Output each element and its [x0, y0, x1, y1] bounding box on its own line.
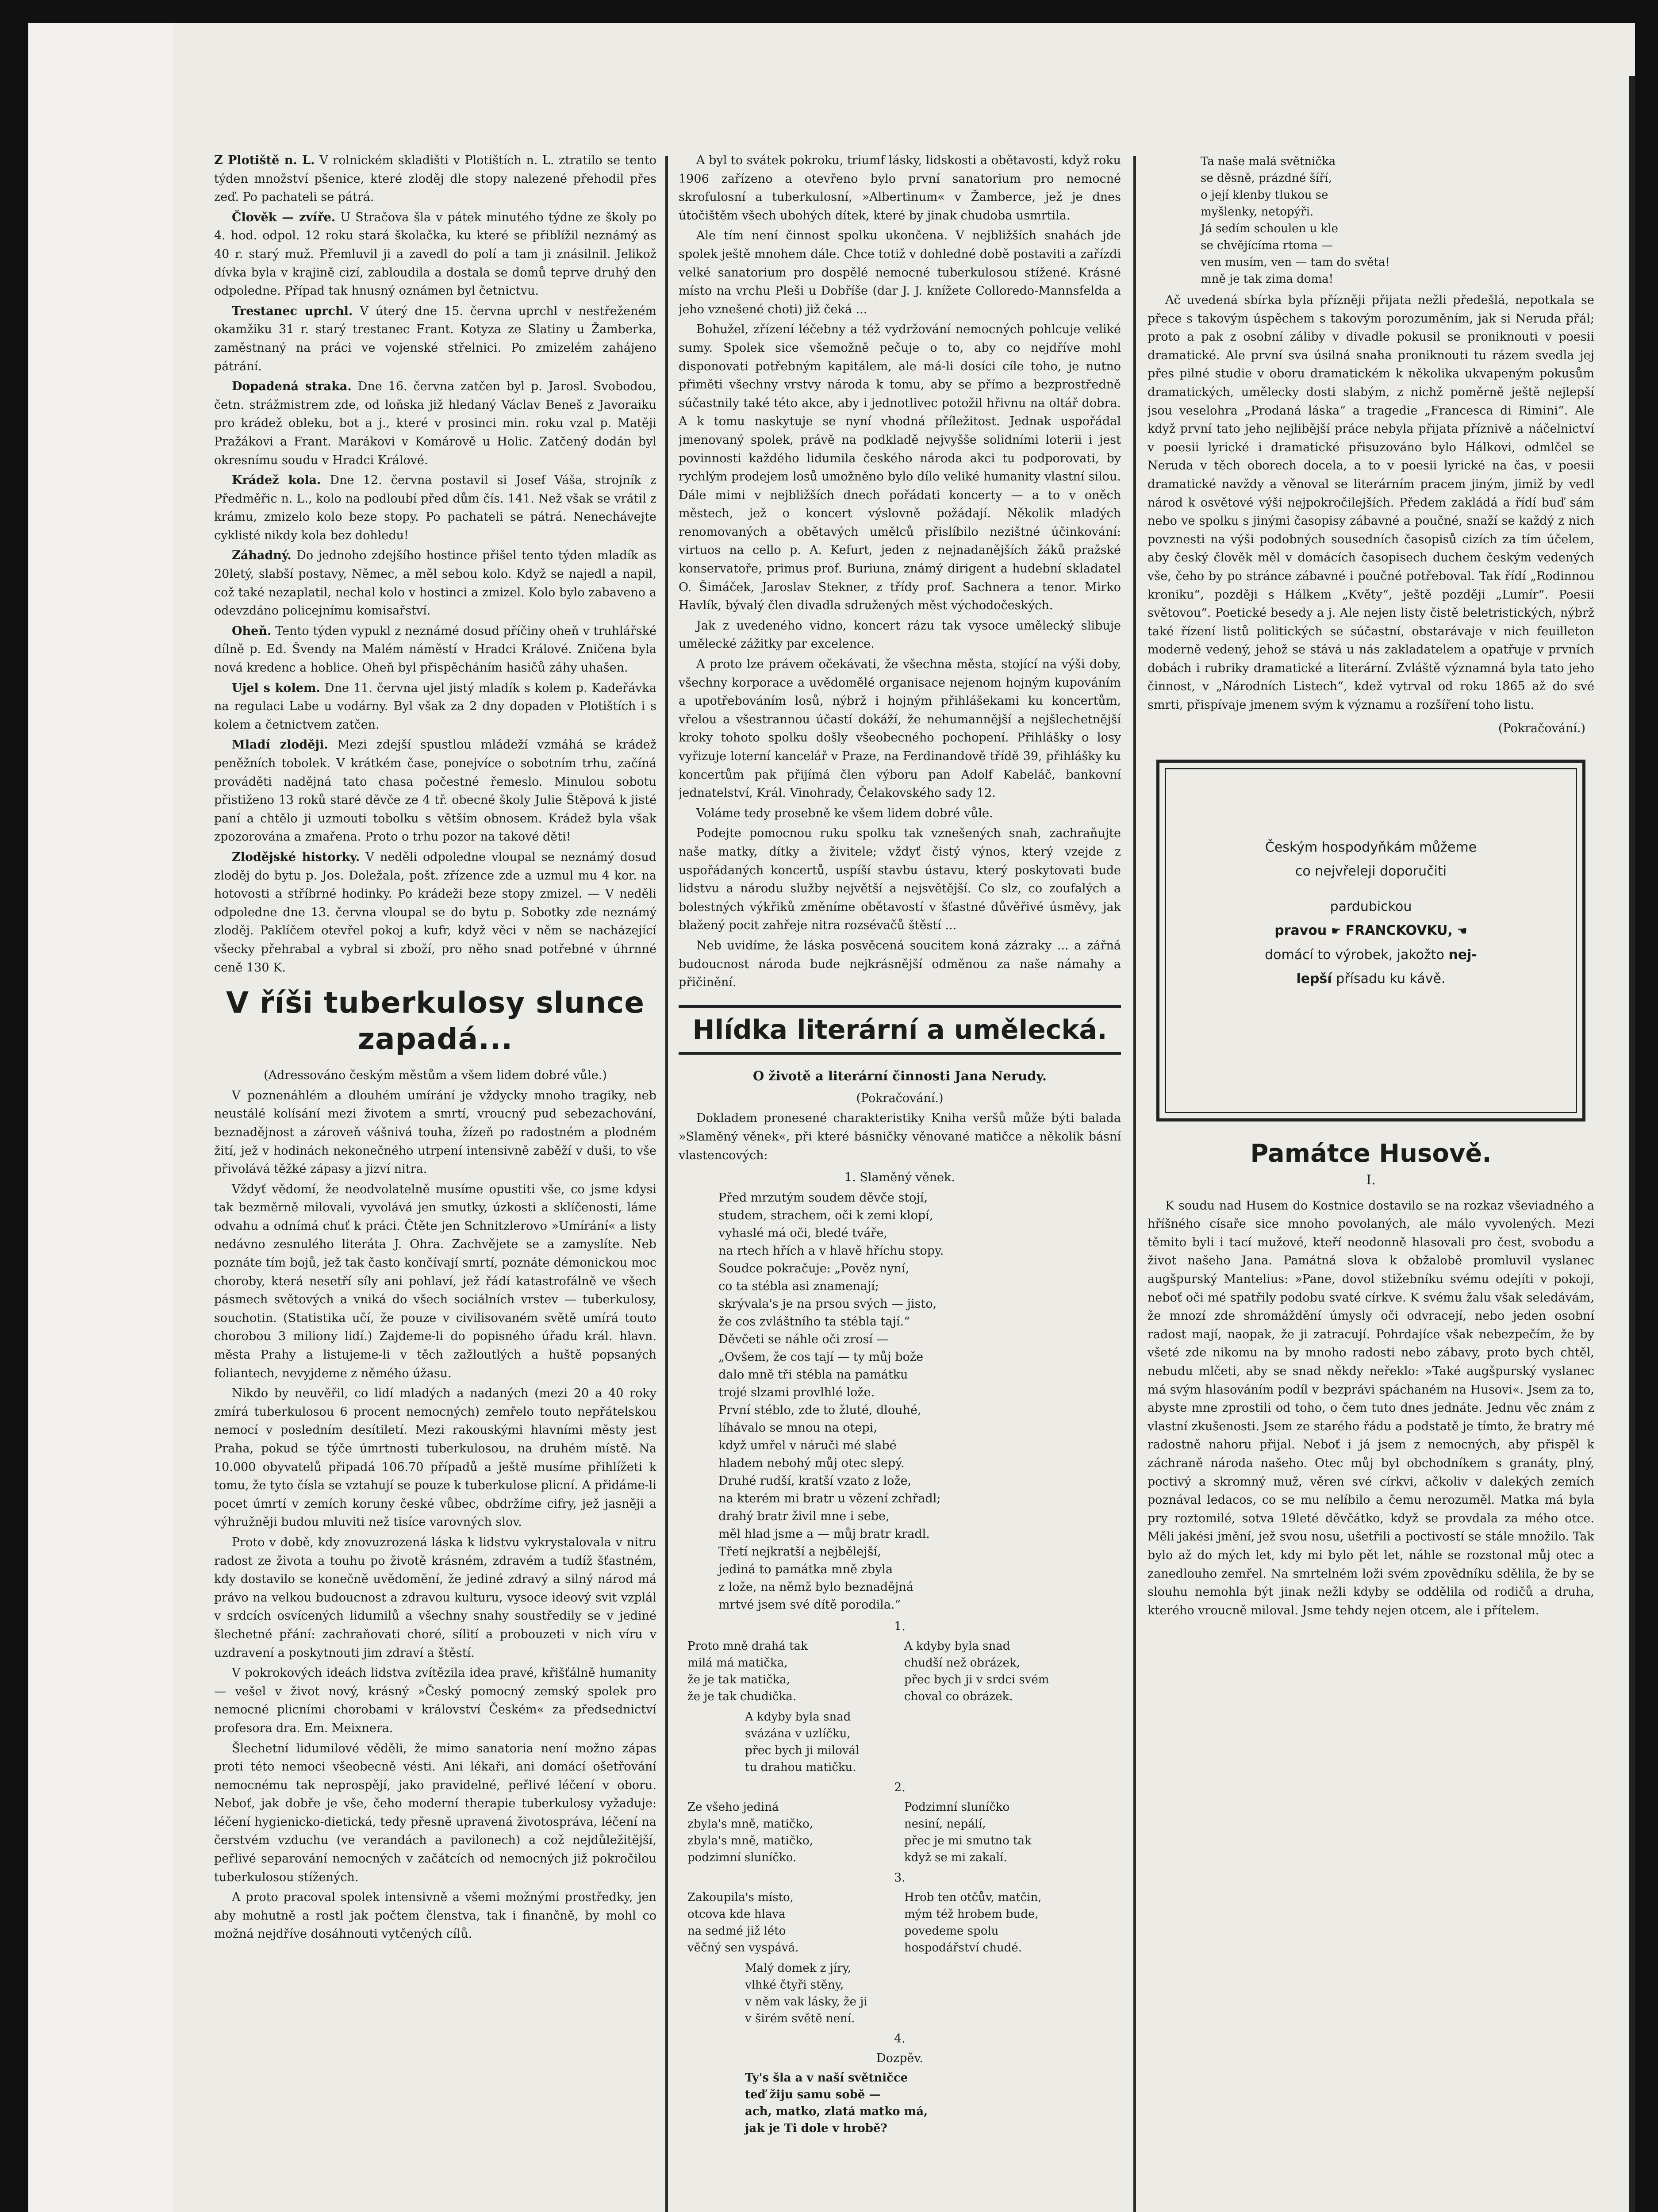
- ad-line: lepší přísadu ku kávě.: [1296, 971, 1446, 987]
- poem-line: přec bych ji milovál: [745, 1744, 860, 1758]
- poem-title: 1. Slaměný věnek.: [844, 1171, 955, 1185]
- article-paragraph: Voláme tedy prosebně ke všem lidem dobré vůle.: [696, 806, 993, 820]
- article-title: O životě a literární činnosti Jana Nerudy.: [752, 1068, 1047, 1083]
- poem-line: Druhé rudší, kratší vzato z lože,: [718, 1474, 912, 1488]
- poem-line: jak je Ti dole v hrobě?: [745, 2122, 887, 2135]
- poem-line: se chvějícíma rtoma —: [1201, 239, 1333, 252]
- poem-line: chudší než obrázek,: [904, 1656, 1021, 1670]
- poem-line: z lože, na němž bylo beznadějná: [718, 1580, 914, 1594]
- poem-line: přec je mi smutno tak: [904, 1834, 1032, 1848]
- article-paragraph: Vždyť vědomí, že neodvolatelně musíme opustiti vše, co jsme kdysi tak bezměrně milovali, vyvolává jen smutky, úzkosti a sklíčenosti, láme odvahu a odnímá chuť k práci. Čtěte jen Schnitzlerovo »Umírání« a listy nedávno zesnulého literáta J. Ohra. Zachvějete se a zamyslíte. Neb poznáte tím bojů, jež tak často končívají smrtí, poznáte démonickou moc choroby, která nesetří síly ani pohlaví, jež řádí katastrofálně ve všech pásmech světových a vniká do všech sociálních vrstev — tuberkulosy, souchotin. (Statistika učí, že pouze v civilisovaném světě umírá touto chorobou 3 miliony lidí.) Zajdeme-li do popisného úřadu král. hlavn. města Prahy a listujeme-li v těch zažloutlých a huště popsaných foliantech, nevyjdeme z němého úžasu.: [214, 1182, 656, 1380]
- poem-line: A kdyby byla snad: [745, 1710, 851, 1724]
- column-3: [1148, 151, 1594, 2212]
- poem-line: se děsně, prázdné šíří,: [1201, 172, 1332, 185]
- column-rule: [1133, 156, 1136, 2212]
- poem-line: mně je tak zima doma!: [1201, 273, 1334, 286]
- stanza: [904, 1889, 1099, 1956]
- poem-line: podzimní sluníčko.: [687, 1851, 797, 1865]
- stanza: [745, 1960, 1121, 2027]
- poem-line: zbyla's mně, matičko,: [687, 1834, 814, 1848]
- poem-line: ach, matko, zlatá matko má,: [745, 2105, 928, 2119]
- article-subtitle: (Adressováno českým městům a všem lidem dobré vůle.): [264, 1068, 607, 1083]
- article-paragraph: Bohužel, zřízení léčebny a též vydržování nemocných pohlcuje veliké sumy. Spolek sice všemožně pečuje o to, aby co nejdříve mohl disponovati potřebným kapitálem, ale má-li dosíci cíle toho, je nutno přiměti všechny vrstvy národa k tomu, aby se přímo a bezprostředně súčastnily také této akce, aby i jednotlivec potožil hřivnu na oltář dobra. A k tomu naskytuje se nyní vhodná příležitost. Jednak uspořádal jmenovaný spolek, právě na podkladě nejvyšše solidními loterii i jest povinnosti každého lidumila českého národa akci tu podporovati, by rychlým prodejem losů umožněno bylo dílo veliké humanity vlastní silou. Dále mimi v nejbližších dnech pořádati koncerty — a to v oněch městech, jež o koncert výslovně požádají. Několik mladých renomovaných a obětavých umělců přislíbilo nezištné účinkování: virtuos na cello p. A. Kefurt, jeden z nejnadanějších žáků pražské konservatoře, primus prof. Buriuna, známý dirigent a hudební skladatel O. Šimáček, Jaroslav Stekner, z třídy prof. Sachnera a tenor. Mirko Havlík, bývalý člen divadla sdružených měst východočeských.: [679, 323, 1121, 613]
- poem-line: mrtvé jsem své dítě porodila.“: [718, 1598, 901, 1612]
- stanza-pair: [687, 1638, 1121, 1705]
- advertisement-frame: [1165, 768, 1577, 1113]
- article-paragraph: Jak z uvedeného vidno, koncert rázu tak vysoce umělecký slibuje umělecké zážitky par excelence.: [679, 618, 1121, 651]
- poem-line: Hrob ten otčův, matčin,: [904, 1891, 1042, 1905]
- article-paragraph: Neb uvidíme, že láska posvěcená soucitem koná zázraky ... a zářná budoucnost národa bude nejkrásnější odměnou za naše námahy a přičinění.: [679, 938, 1121, 990]
- stanza: [745, 1709, 1121, 1776]
- article-paragraph: Ač uvedená sbírka byla přízněji přijata nežli předešlá, nepotkala se přece s takovým úspěchem s takovým porozuměním, jak si Neruda přál; proto a pak z osobní záliby v divadle pokusil se proniknouti v poesii dramatické. Ale první sva úsilná snaha proniknouti tu rázem svedla jej přes pilné studie v oboru dramatickém k několika ukvapeným pokusům dramatických, umělecky dosti slabým, z nichž poměrně ještě nejlepší jsou veselohra „Prodaná láska“ a tragedie „Francesca di Rimini“. Ale když první tato jeho nejlibější práce nebyla přijata příznivě a náčelnictví v poesii lyrické i dramatické přisuzováno bylo Hálkovi, odmlčel se Neruda v těch oborech docela, a to v poesii lyrické na čas, v poesii dramatické navždy a věnoval se literárním pracem jiným, jimiž by vedl národ k osvětové výši nejpokročilejších. Předem zakládá a řídí buď sám nebo ve spolku s jinými časopisy zábavné a poučné, snaží se každý z nich povznesti na výši podobných sousedních časopisů cizích za tím účelem, aby český člověk měl v domácích časopisech duchem českým vedených vše, čeho by po stránce zábavné i poučné potřeboval. Tak řídí „Rodinnou kroniku“, později s Hálkem „Květy“, ještě později „Lumír“. Poesii světovou“. Poetické besedy a j. Ale nejen listy čistě beletristických, nýbrž také řízení listů politických se súčastní, obstarávaje v nich feuilleton moderně vedený, jehož se stává u nás zakladatelem a opatřuje v prvních dobách i rubriky dramatické a literární. Zvláště významná byla tato jeho činnost, v „Národních Listech“, kdež vytrval od roku 1865 až do své smrti, přispívaje jmenem svým k významu a rozšíření toho listu.: [1148, 293, 1594, 712]
- poem-line: že je tak matička,: [687, 1673, 791, 1687]
- news-item: Dopadená straka. Dne 16. června zatčen byl p. Jarosl. Svobodou, četn. strážmistrem zde, od loňska již hledaný Václav Beneš z Javoraiku pro krádež obleku, bot a j., které v prosinci min. roku vzal p. Matěji Pražákovi a Frant. Marákovi v Komárově u Holic. Zatčený dodán byl okresnímu soudu v Hradci Králové.: [214, 380, 656, 467]
- stanza-pair: [687, 1799, 1121, 1866]
- article-paragraph: Šlechetní lidumilové věděli, že mimo sanatoria není možno zápas proti této nemoci všeobecně vésti. Ani lékaři, ani domácí ošetřování nemocnému tak neprospějí, jako pravidelné, peřlivé léčení v oboru. Neboť, jak dobře je vše, čeho moderní therapie tuberkulosy vyžaduje: léčení hygienicko-dietická, tedy přesně upravená životosprávа, léčení na čerstvém vzduchu (ve verandách a pavilonech) a což nejdůležitější, peřlivé separování nemocných v začátcích od nemocných již pokročilou tuberkulosou stížených.: [214, 1741, 656, 1884]
- poem-line: na kterém mi bratr u vězení zchřadl;: [718, 1492, 941, 1506]
- poem-line: v širém světě není.: [745, 2012, 855, 2026]
- article-paragraph: Podejte pomocnou ruku spolku tak vznešených snah, zachraňujte naše matky, dítky a živitele; vždyť čistý výnos, který vzejde z uspořádaných koncertů, uspíší stavbu ústavu, který poskytovati bude lidstvu a národu služby největší a nejsvětější. Co slz, co zoufalých a bolestných výkřiků změníme obětavostí v šťastné důvěřivé úsměvy, jak blažený pocit zahřeje nitra rozsévačů štěstí ...: [679, 826, 1121, 933]
- poem-title: Dozpěv.: [876, 2051, 924, 2066]
- stanza: [687, 1799, 882, 1866]
- poem-line: Ze všeho jediná: [687, 1801, 779, 1814]
- poem-line: zbyla's mně, matičko,: [687, 1817, 814, 1831]
- poem-line: na rtech hřích a v hlavě hříchu stopy.: [718, 1244, 944, 1258]
- pointing-hand-icon: ☛: [1331, 924, 1342, 938]
- poem-line: studem, strachem, oči k zemi klopí,: [718, 1209, 933, 1223]
- stanza-pair: [687, 1889, 1121, 1956]
- poem-line: v něm vak lásky, že ji: [745, 1995, 867, 2009]
- chapter-number: I.: [1366, 1172, 1376, 1188]
- poem-line: A kdyby byla snad: [904, 1640, 1010, 1653]
- ad-line: domácí to výrobek, jakožto nej-: [1265, 947, 1477, 963]
- poem-line: Děvčeti se náhle oči zrosí —: [718, 1333, 889, 1347]
- poem-line: „Ovšem, že cos tají — ty můj bože: [718, 1350, 924, 1364]
- poem-line: o její klenby tlukou se: [1201, 188, 1328, 202]
- poem-line: co ta stébla asi znamenají;: [718, 1279, 879, 1294]
- advertisement: [1156, 760, 1585, 1121]
- poem-line: že je tak chudička.: [687, 1690, 797, 1704]
- ad-line: Českým hospodyňkám můžeme: [1265, 839, 1477, 855]
- column-2: [679, 151, 1121, 2212]
- poem-line: tu drahou matičku.: [745, 1761, 856, 1774]
- poem-line: otcova kde hlava: [687, 1908, 786, 1921]
- article-paragraph: Proto v době, kdy znovuzrozená láska k lidstvu vykrystalovala v nitru radost ze života a touhu po životě krásném, zdravém a tudíž šťastném, kdy dostavilo se konečně uvědomění, že jediné zdravý a silný národ má právo na velkou budoucnost a zdravou kulturu, vysoce ideový svit vzplál v srdcích osvícených lidumilů a všechny snahy soustředily se v jediné šlechetné přání: zachraňovati choré, sílití a probouzeti v nich víru v uzdravení a poskytnouti jim zdraví a štěstí.: [214, 1535, 656, 1660]
- stanza-number: 4.: [894, 2032, 906, 2046]
- article-paragraph: A byl to svátek pokroku, triumf lásky, lidskosti a obětavosti, když roku 1906 zařízeno a otevřeno bylo první sanatorium pro nemocné skrofulosní a tuberkulosní, »Albertinum« v Žamberce, jež je dnes útočištěm všech ubohých dítek, které by jinak chudoba usmrtila.: [679, 154, 1121, 223]
- poem-line: Proto mně drahá tak: [687, 1640, 808, 1653]
- page-edge: [1629, 76, 1635, 2212]
- article-paragraph: A proto lze právem očekávati, že všechna města, stojící na výši doby, všechny korporace a uvědomělé organisace nejenom hojným kupováním a upotřebováním losů, nýbrž i hojným přihlášekami ku koncertům, vřelou a všestrannou účastí dokáží, že nehumannější a nejšlechetnější kroky tohoto spolku došly všeobecného pochopení. Přihlášky o losy vyřizuje loterní kancelář v Praze, na Ferdinandově třídě 39, přihlášky ku koncertům pak přijímá člen výboru pan Adolf Kabeláč, bankovní jednatelství, Král. Vinohrady, Čelakovského sady 12.: [679, 657, 1121, 800]
- poem-line: První stéblo, zde to žluté, dlouhé,: [718, 1403, 921, 1417]
- poem-line: když se mi zakalí.: [904, 1851, 1007, 1865]
- poem-line: vyhaslé má oči, bledé tváře,: [718, 1226, 887, 1240]
- poem-line: myšlenky, netopýři.: [1201, 205, 1314, 219]
- section-title: Hlídka literární a umělecká.: [679, 1005, 1121, 1055]
- stanza: [904, 1638, 1099, 1705]
- poem-line: Před mrzutým soudem děvče stojí,: [718, 1191, 928, 1205]
- poem-line: ven musím, ven — tam do světa!: [1201, 256, 1390, 269]
- poem-line: drahý bratr živil mne i sebe,: [718, 1509, 890, 1524]
- article-paragraph: A proto pracoval spolek intensivně a všemi možnými prostředky, jen aby mohutně a rostl jak počtem členstva, tak i finančně, by mohl co možná nejdříve dosáhnouti vytčených cílů.: [214, 1890, 656, 1941]
- stanza-number: 3.: [894, 1871, 906, 1885]
- poem-line: Podzimní sluníčko: [904, 1801, 1010, 1814]
- poem-line: měl hlad jsme a — můj bratr kradl.: [718, 1527, 930, 1541]
- stanza: [687, 1889, 882, 1956]
- newspaper-page: [28, 23, 1635, 2212]
- poem-line: jediná to památka mně zbyla: [718, 1563, 893, 1577]
- ad-line: co nejvřeleji doporučiti: [1295, 863, 1447, 879]
- poem-line: Já sedím schoulen u kle: [1201, 222, 1339, 235]
- poem-line: Zakoupila's místo,: [687, 1891, 794, 1905]
- article-headline: Památce Husově.: [1250, 1139, 1492, 1168]
- poem-line: věčný sen vyspává.: [687, 1941, 799, 1955]
- ad-brand-line: pravou ☛ FRANCKOVKU, ☚: [1274, 922, 1467, 938]
- column-rule: [665, 156, 668, 2212]
- news-item: Záhadný. Do jednoho zdejšího hostince přišel tento týden mladík as 20letý, slabší postavy, Němec, a měl sebou kolo. Když se najedl a napil, což také nezaplatil, nechal kolo v hostinci a zmizel. Kolo bylo zabaveno a odevzdáno policejnímu komisařství.: [214, 549, 656, 618]
- news-item: Člověk — zvíře. U Stračova šla v pátek minutého týdne ze školy po 4. hod. odpol. 12 roku stará školačka, ku které se přiblížil neznámý as 40 r. starý muž. Přemluvil ji a zavedl do polí a tam ji znásilnil. Jelikož dívka byla v krajině cizí, zabloudila a dostala se domů teprve druhý den odpoledne. Případ tak hnusný oznámen byl četnictvu.: [214, 210, 656, 298]
- news-item: Mladí zloději. Mezi zdejší spustlou mládeží vzmáhá se krádež peněžních tobolek. V krátkém čase, ponejvíce o sobotním trhu, začíná prováděti nadějná tato chasa počestné řemeslo. Minulou sobotu přistiženo 13 roků staré děvče ze 4 tř. obecné školy Julie Štěpová k jisté paní a chtělo ji uzmouti tobolku s větším obnosem. Krádež byla však zpozorována a zmařena. Proto o trhu pozor na takové děti!: [214, 738, 656, 844]
- poem-line: hladem nebohý můj otec slepý.: [718, 1456, 905, 1471]
- article-headline: V říši tuberkulosy slunce zapadá...: [226, 986, 645, 1056]
- page-margin: [28, 23, 174, 2212]
- poem-line: choval co obrázek.: [904, 1690, 1013, 1704]
- poem-line: vlhké čtyři stěny,: [745, 1978, 844, 1992]
- poem-line: hospodářství chudé.: [904, 1941, 1022, 1955]
- poem-line: když umřel v náruči mé slabé: [718, 1439, 897, 1453]
- stanza: [745, 2070, 1121, 2137]
- article-paragraph: Nikdo by neuvěřil, co lidí mladých a nadaných (mezi 20 a 40 roky zmírá tuberkulosou 6 procent nemocných) zemřelo touto nepřátelskou nemocí v posledním desítiletí. Mezi rakouskými hlavními městy jest Praha, pokud se týče úmrtnosti tuberkulosou, na druhém místě. Na 10.000 obyvatelů připadá 106.70 případů a ještě musíme přihlížeti k tomu, že tyto čísla se vztahují se pouze k tuberkulose plicní. A přidáme-li pocet úmrtí v zemích koruny české vůbec, obdržíme cifry, jež jasněji a výhružněji budou mluviti než tisíce varovných slov.: [214, 1386, 656, 1529]
- poem-line: trojé slzami provlhlé lože.: [718, 1386, 875, 1400]
- poem-line: dalo mně tři stébla na památku: [718, 1368, 908, 1382]
- news-item: Ujel s kolem. Dne 11. června ujel jistý mladík s kolem p. Kadeřávka na regulaci Labe u vodárny. Byl však za 2 dny dopaden v Plotištích i s kolem a četnictvem zatčen.: [214, 681, 656, 732]
- poem-line: Soudce pokračuje: „Pověz nyní,: [718, 1262, 910, 1276]
- stanza: [687, 1638, 882, 1705]
- news-item: Zlodějské historky. V neděli odpoledne vloupal se neznámý dosud zloděj do bytu p. Jos. Doležala, pošt. zřízence zde a uzmul mu 4 kor. na hotovosti a stříbrné hodinky. Po krádeži beze stopy zmizel. — V neděli odpoledne dne 13. června vloupal se do bytu p. Sobotky zde neznámý zloděj. Paklíčem otevřel pokoj a kufr, když věci v něm se nacházející všecky přehrabal a vybral si zboží, pro něho snad potřebné v úhrnné ceně 130 K.: [214, 850, 656, 975]
- article-paragraph: Ale tím není činnost spolku ukončena. V nejbližších snahách jde spolek ještě mnohem dále. Chce totiž v dohledné době postaviti a zařízdi velké sanatorium pro dospělé nemocné tuberkulosou stížené. Krásné místo na vrchu Pleši u Dobříše (dar J. J. knížete Colloredo-Mannsfelda a jeho vznešené choti) již čeká ...: [679, 229, 1121, 316]
- poem-line: teď žiju samu sobě —: [745, 2088, 881, 2102]
- news-item: Oheň. Tento týden vypukl z neznámé dosud příčiny oheň v truhlářské dílně p. Ed. Švendy na Malém náměstí v Hradci Králové. Zničena byla nová kredenc a hoblice. Oheň byl přispěcháním hasičů záhy uhašen.: [214, 624, 656, 675]
- poem-line: na sedmé již léto: [687, 1924, 786, 1938]
- poem-line: povedeme spolu: [904, 1924, 999, 1938]
- poem-line: mým též hrobem bude,: [904, 1908, 1039, 1921]
- poem-line: Třetí nejkratší a nejbělejší,: [718, 1545, 881, 1559]
- poem-line: Malý domek z jíry,: [745, 1962, 852, 1975]
- news-item: Trestanec uprchl. V úterý dne 15. června uprchl v nestřeženém okamžiku 31 r. starý trestanec Frant. Kotyza ze Slatiny u Žamberka, zaměstnaný na práci ve vojenské střelnici. Po zmizelém zahájeno pátrání.: [214, 304, 656, 373]
- poem-line: nesiní, nepálí,: [904, 1817, 986, 1831]
- poem-line: svázána v uzlíčku,: [745, 1727, 851, 1741]
- poem-line: milá má matička,: [687, 1656, 788, 1670]
- ad-line: pardubickou: [1330, 899, 1412, 914]
- poem-line: líhávalo se mnou na otepi,: [718, 1421, 877, 1435]
- continued-note: (Pokračování.): [1498, 721, 1585, 735]
- poem: [1201, 153, 1594, 288]
- pointing-hand-icon: ☚: [1457, 924, 1467, 938]
- news-item: Z Plotiště n. L. V rolnickém skladišti v Plotištích n. L. ztratilo se tento týden množství pšenice, které zloděj dle stopy nalezené přehodil přes zeď. Po pachateli se pátrá.: [214, 154, 656, 204]
- column-1: [214, 151, 656, 2212]
- stanza-number: 1.: [894, 1620, 906, 1634]
- article-paragraph: Dokladem pronesené charakteristiky Kniha veršů může býti balada »Slaměný věnek«, při které básničky věnované matičce a několik básní vlastencových:: [679, 1111, 1121, 1162]
- poem: [718, 1189, 1121, 1614]
- stanza-number: 2.: [894, 1781, 906, 1795]
- poem-line: že cos zvláštního ta stébla tají.“: [718, 1315, 910, 1329]
- poem-line: Ta naše malá světnička: [1201, 155, 1336, 168]
- stanza: [904, 1799, 1099, 1866]
- news-item: Krádež kola. Dne 12. června postavil si Josef Váša, strojník z Předměřic n. L., kolo na podloubí před dům čís. 141. Než však se vrátil z krámu, zmizelo kolo beze stopy. Po pachateli se pátrá. Nenechávejte cyklisté nikdy kola bez dohledu!: [214, 473, 656, 542]
- article-paragraph: K soudu nad Husem do Kostnice dostavilo se na rozkaz vševiadného a hříšného císaře sice mnoho povolaných, ale málo vyvolených. Mezi těmito byli i tací mužové, kteří neodonně hlasovali pro čest, svobodu a život našeho Jana. Památná slova k obžalobě promluvil vyslanec augšpurský Mantelius: »Pane, dovol stižebníku svému odejíti v pokoji, neboť oči mé spatřily podobu svaté církve. K svému žalu však seledávám, že mnozí zde shromáždění úmysly oči odvracejí, nebo jeden osobní radost mají, naopak, že ji zatracují. Pohrdajíce však nebezpečím, že by všeté zde nikomu na by mnoho radosti nebo zábavy, proto bych chtěl, nebudu mlčeti, aby se snad někdy neřeklo: »Také augšpurský vyslanec má svým hlasováním podíl v bezprávi spáchaném na Husovi«. Jsem za to, abyste mne zprostili od toho, o čem tuto dnes jednáte. Jednu věc znám z vlastní zkušenosti. Jsem ze starého řádu a podstatě je tímto, že bratry mé radostně nahoru přijal. Neboť i já jsem z nemocných, aby přispěl k záchraně národa našeho. Otec můj byl obchodníkem s granáty, plný, poctivý a skromný muž, věren své církvi, ačkoliv v dalekých zemích poznával ledacos, co se mu nelíbilo a čemu nerozuměl. Matka má byla pry roztomilé, sotva 19leté děvčátko, když se provdala za mého otce. Měli jakési jmění, jež svou nosu, ušetřili a poctivostí se stále množilo. Tak bylo až do mých let, kdy mi bylo pět let, náhle se rozstonal můj otec a zanedlouho zemřel. Na smrtelném loži svém zpovědníku sdělila, že by se slouhu nemohla být jinak nežli kdyby se oddělila od rodičů a druha, kterého vroucně miloval. Jsme tehdy nejen otcem, ale i přítelem.: [1148, 1198, 1594, 1617]
- article-paragraph: V pokrokových ideách lidstva zvítězila idea pravé, křišťálně humanity — vešel v život nový, krásný »Český pomocný zemský spolek pro nemocné plicními chorobami v království Českém« za předsednictví profesora dra. Em. Meixnera.: [214, 1666, 656, 1735]
- poem-line: Ty's šla a v naší světničce: [745, 2071, 908, 2085]
- continued-note: (Pokračování.): [856, 1091, 944, 1105]
- poem-line: skrývala's je na prsou svých — jisto,: [718, 1297, 937, 1311]
- poem-line: přec bych ji v srdci svém: [904, 1673, 1049, 1687]
- article-paragraph: V poznenáhlém a dlouhém umírání je vždycky mnoho tragiky, neb neustálé kolísání mezi životem a smrtí, vroucný pud sebezachování, beznadějnost a zároveň vášnivá touha, žízeň po radostném a plodném žití, jež v hodinách nekonečného utrpení intensivně zaběží v duši, to vše přivolává těžké zápasy a jizví nitra.: [214, 1088, 656, 1176]
